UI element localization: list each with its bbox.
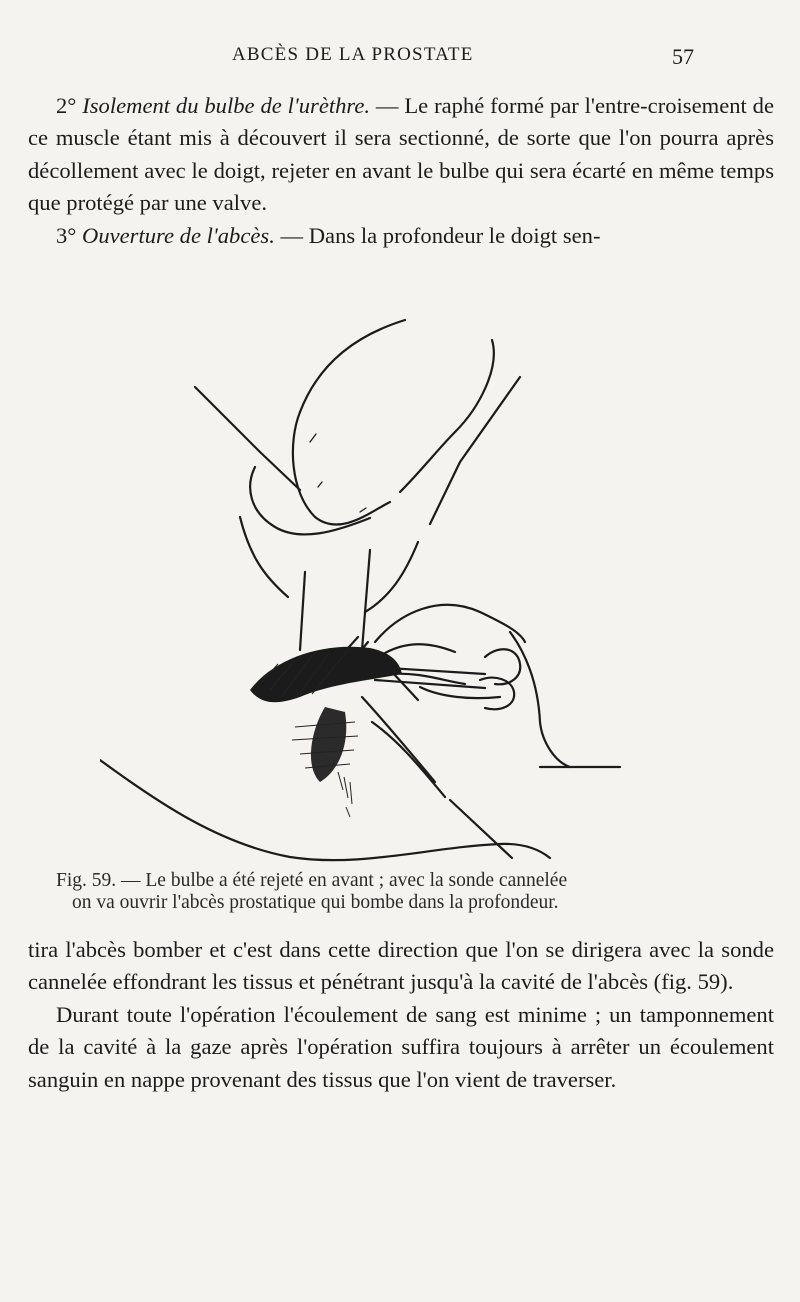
section-text: — Le raphé formé par l'entre-croisement de ce muscle étant mis à découvert il sera sectionné, de sorte que l'on pourra après décollement avec le doigt, rejeter en avant le bulbe qui sera écarté en même temps que protégé par une valve.	[28, 93, 774, 216]
incision-edge	[450, 800, 512, 858]
text-block-top	[28, 90, 774, 252]
section-heading: Ouverture de l'abcès.	[82, 222, 275, 248]
finger-outline	[300, 320, 405, 412]
operator-hand	[375, 605, 525, 642]
retractor-right-line	[430, 377, 520, 524]
finger-outline	[293, 412, 390, 525]
paragraph-isolement	[28, 90, 774, 220]
text-block-bottom	[28, 934, 774, 1096]
section-number: 3°	[56, 222, 77, 248]
running-title: ABCÈS DE LA PROSTATE	[232, 44, 474, 65]
finger-outline	[400, 340, 494, 492]
bulb-mass	[250, 647, 402, 703]
page-number: 57	[672, 44, 694, 69]
valve-shaft	[362, 550, 370, 650]
illustration-drawing	[100, 312, 660, 872]
abscess-cavity	[311, 707, 346, 782]
paragraph-continuation: tira l'abcès bomber et c'est dans cette direction que l'on se dirigera avec la sonde cannelée effondrant les tissus et pénétrant jusqu'à la cavité de l'abcès (fig. 59).	[28, 937, 774, 995]
caption-line-2: on va ouvrir l'abcès prostatique qui bombe dans la profondeur.	[72, 892, 559, 913]
grooved-probe	[375, 680, 485, 688]
paragraph-durant: Durant toute l'opération l'écoulement de sang est minime ; un tamponnement de la cavité à la gaze après l'opération suffira toujours à arrêter un écoulement sanguin en nappe provenant des tissus que l'on vient de traverser.	[28, 1001, 774, 1092]
operator-finger	[420, 687, 500, 698]
valve-blade	[365, 542, 418, 612]
section-text: — Dans la profondeur le doigt sen-	[274, 222, 601, 248]
section-number: 2°	[56, 93, 77, 118]
retractor-left-line	[195, 387, 300, 490]
hand-contour	[250, 467, 370, 534]
thigh-contour	[510, 632, 570, 767]
probe-handle	[480, 678, 514, 710]
surgical-illustration	[100, 312, 660, 872]
valve-shaft	[300, 572, 305, 650]
caption-line-1: Fig. 59. — Le bulbe a été rejeté en avant ; avec la sonde cannelée	[56, 870, 568, 891]
wound-edge	[372, 722, 445, 797]
section-heading: Isolement du bulbe de l'urèthre.	[82, 93, 371, 118]
running-header	[0, 44, 800, 74]
paragraph-ouverture	[28, 220, 774, 252]
skin-fold	[310, 434, 366, 512]
wound-edge	[362, 697, 435, 782]
probe-tip	[392, 672, 418, 700]
figure-caption	[28, 870, 774, 914]
operator-finger	[380, 644, 455, 656]
